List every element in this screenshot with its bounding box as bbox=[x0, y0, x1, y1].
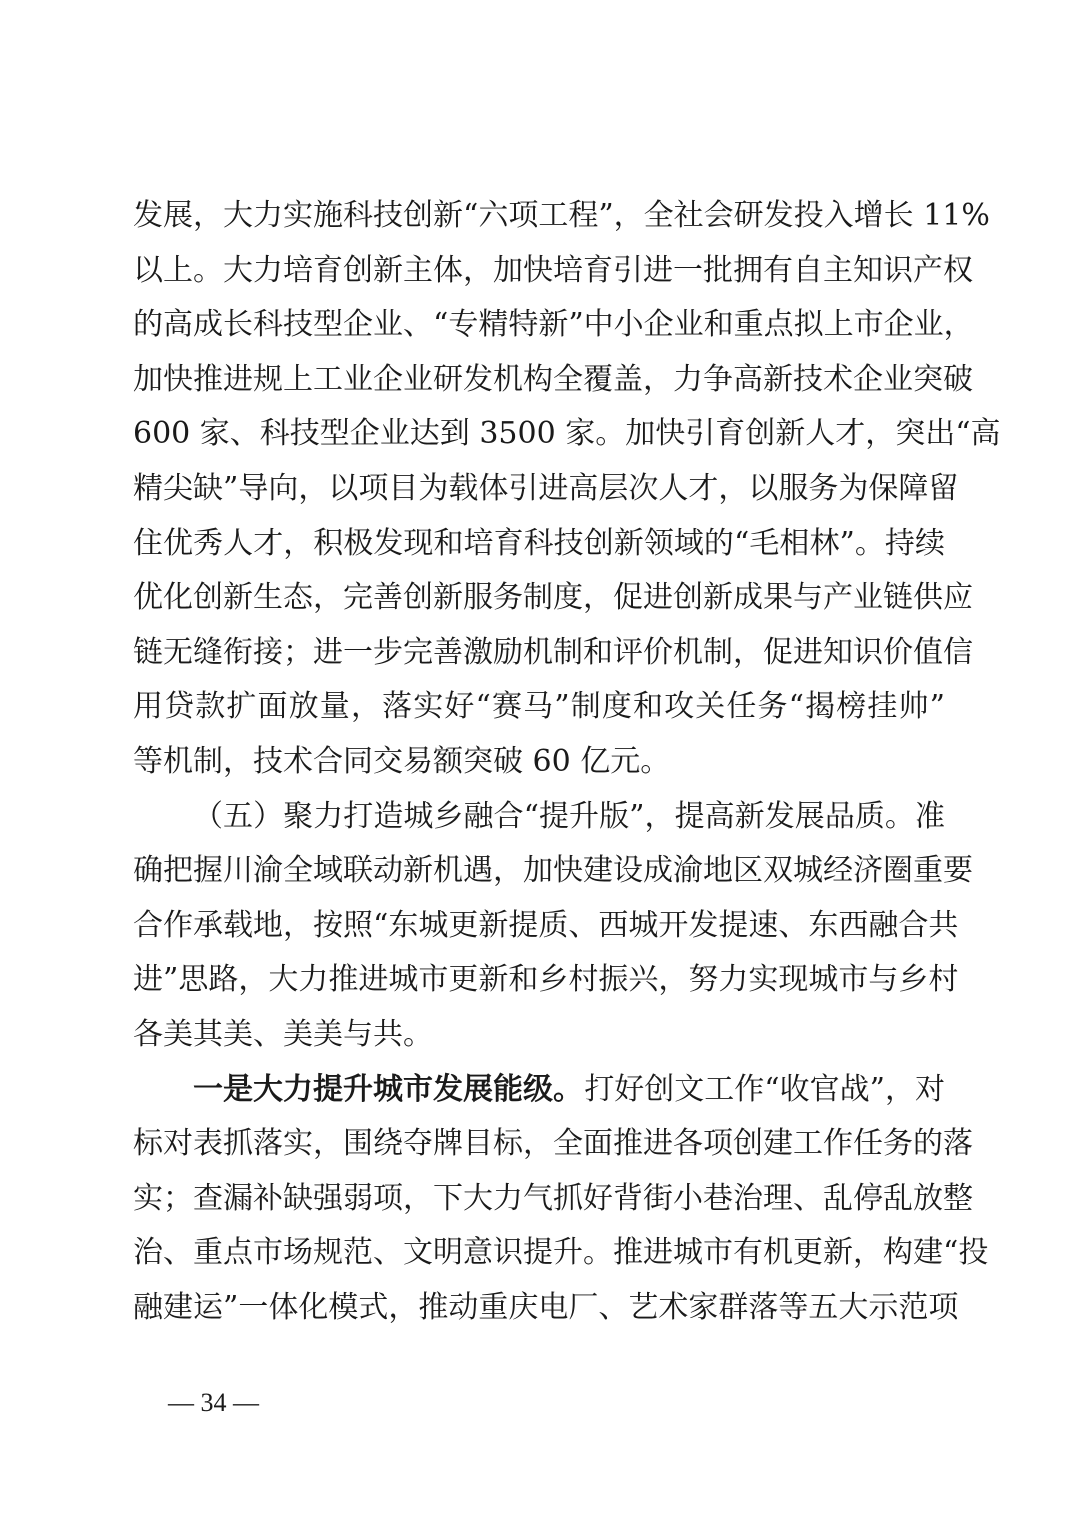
text-line: 标对表抓落实，围绕夺牌目标，全面推进各项创建工作任务的落 bbox=[133, 1126, 973, 1162]
text-line: 各美其美、美美与共。 bbox=[133, 1016, 433, 1052]
text-line: 以上。大力培育创新主体，加快培育引进一批拥有自主知识产权 bbox=[133, 252, 973, 288]
text-line: 加快推进规上工业企业研发机构全覆盖，力争高新技术企业突破 bbox=[133, 361, 973, 397]
text-line: 进”思路，大力推进城市更新和乡村振兴，努力实现城市与乡村 bbox=[133, 962, 959, 998]
text-line: 住优秀人才，积极发现和培育科技创新领域的“毛相林”。持续 bbox=[133, 525, 945, 561]
page-number: — 34 — bbox=[168, 1388, 259, 1417]
paragraph-lead-bold: 一是大力提升城市发展能级。 bbox=[193, 1071, 583, 1107]
text-line: 确把握川渝全域联动新机遇，加快建设成渝地区双城经济圈重要 bbox=[133, 853, 973, 889]
body-text bbox=[133, 189, 1001, 1335]
text-line: 用贷款扩面放量，落实好“赛马”制度和攻关任务“揭榜挂帅” bbox=[133, 689, 945, 725]
text-line: 等机制，技术合同交易额突破 60 亿元。 bbox=[133, 743, 671, 779]
text-line: 融建运”一体化模式，推动重庆电厂、艺术家群落等五大示范项 bbox=[133, 1289, 959, 1325]
text-line: 600 家、科技型企业达到 3500 家。加快引育创新人才，突出“高 bbox=[133, 416, 1001, 452]
section-heading-line: （五）聚力打造城乡融合“提升版”，提高新发展品质。准 bbox=[193, 798, 945, 834]
text-line: 发展，大力实施科技创新“六项工程”，全社会研发投入增长 11% bbox=[133, 198, 990, 233]
text-line: 的高成长科技型企业、“专精特新”中小企业和重点拟上市企业， bbox=[133, 307, 974, 343]
text-line: 治、重点市场规范、文明意识提升。推进城市有机更新，构建“投 bbox=[133, 1235, 989, 1271]
paragraph-lead-line bbox=[133, 1063, 945, 1118]
paragraph-lead-rest: 打好创文工作“收官战”，对 bbox=[584, 1071, 945, 1107]
text-line: 优化创新生态，完善创新服务制度，促进创新成果与产业链供应 bbox=[133, 580, 973, 616]
text-line: 链无缝衔接；进一步完善激励机制和评价机制，促进知识价值信 bbox=[133, 634, 973, 670]
text-line: 精尖缺”导向，以项目为载体引进高层次人才，以服务为保障留 bbox=[133, 470, 959, 506]
text-line: 合作承载地，按照“东城更新提质、西城开发提速、东西融合共 bbox=[133, 907, 959, 943]
text-line: 实；查漏补缺强弱项，下大力气抓好背街小巷治理、乱停乱放整 bbox=[133, 1180, 973, 1216]
